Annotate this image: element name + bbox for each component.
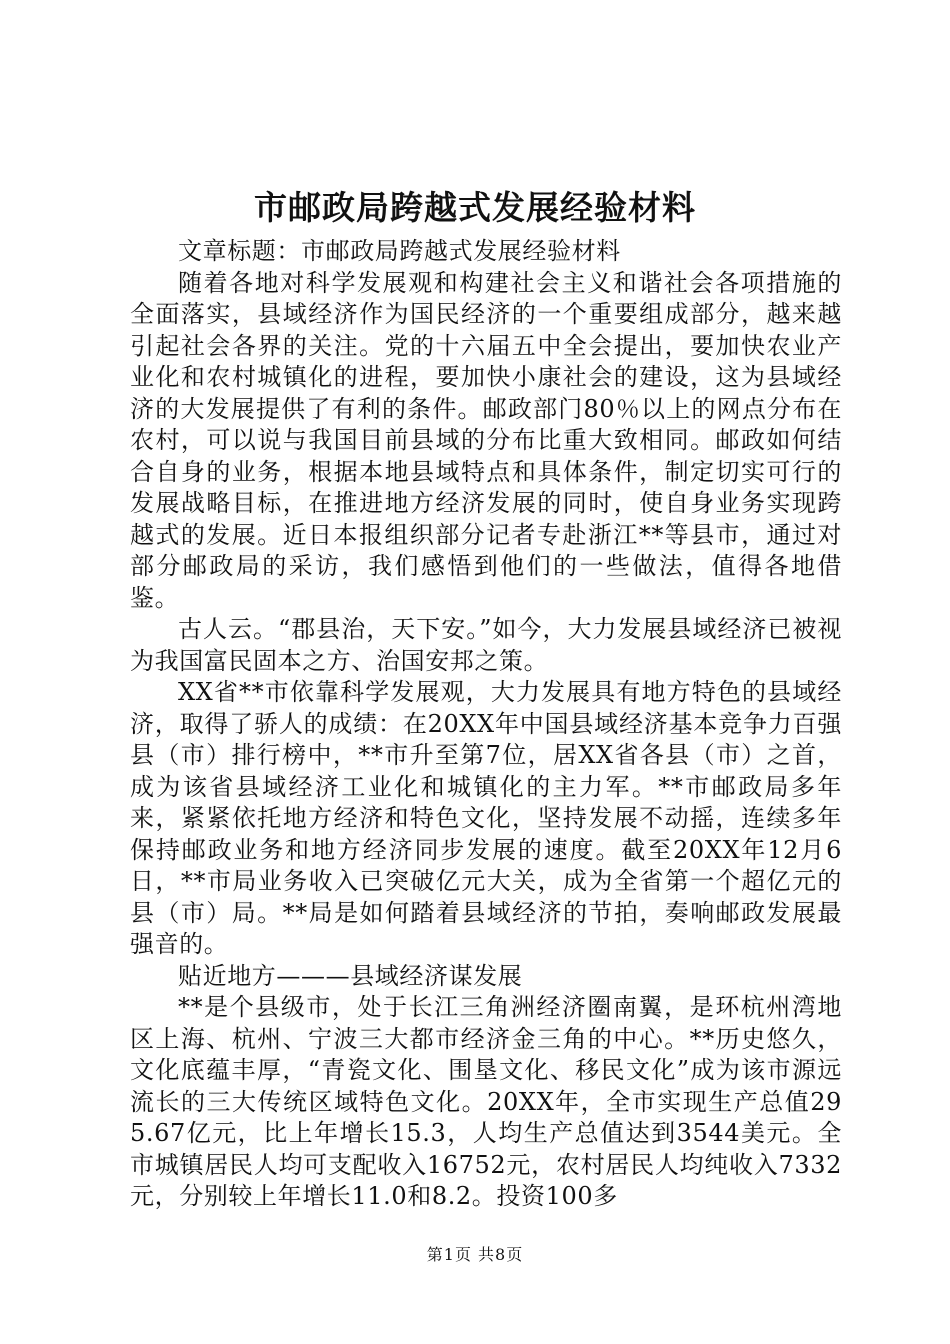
page-footer: 第1页 共8页: [426, 1245, 524, 1264]
paragraph-achievements: XX省**市依靠科学发展观，大力发展具有地方特色的县域经济，取得了骄人的成绩：在20XX年中国县域经济基本竞争力百强县（市）排行榜中，**市升至第7位，居XX省各县（市）之首，成为该省县域经济工业化和城镇化的主力军。**市邮政局多年来，紧紧依托地方经济和特色文化，坚持发展不动摇，连续多年保持邮政业务和地方经济同步发展的速度。截至20XX年12月6日，**市局业务收入已突破亿元大关，成为全省第一个超亿元的县（市）局。**局是如何踏着县域经济的节拍，奏响邮政发展最强音的。: [130, 678, 842, 958]
section-heading: 贴近地方———县域经济谋发展: [178, 961, 523, 990]
paragraph-article-title: 文章标题：市邮政局跨越式发展经验材料: [178, 237, 621, 265]
paragraph-quote: 古人云。“郡县治，天下安。”如今，大力发展县域经济已被视为我国富民固本之方、治国安邦之策。: [130, 615, 842, 675]
paragraph-intro: 随着各地对科学发展观和构建社会主义和谐社会各项措施的全面落实，县域经济作为国民经济的一个重要组成部分，越来越引起社会各界的关注。党的十六届五中全会提出，要加快农业产业化和农村城镇化的进程，要加快小康社会的建设，这为县域经济的大发展提供了有利的条件。邮政部门80％以上的网点分布在农村，可以说与我国目前县域的分布比重大致相同。邮政如何结合自身的业务，根据本地县域特点和具体条件，制定切实可行的发展战略目标，在推进地方经济发展的同时，使自身业务实现跨越式的发展。近日本报组织部分记者专赴浙江**等县市，通过对部分邮政局的采访，我们感悟到他们的一些做法，值得各地借鉴。: [130, 268, 842, 612]
document-body: [130, 236, 842, 1213]
document-title: 市邮政局跨越式发展经验材料: [254, 188, 696, 227]
paragraph-city-profile: **是个县级市，处于长江三角洲经济圈南翼，是环杭州湾地区上海、杭州、宁波三大都市经济金三角的中心。**历史悠久，文化底蕴丰厚，“青瓷文化、围垦文化、移民文化”成为该市源远流长的三大传统区域特色文化。20XX年，全市实现生产总值295.67亿元，比上年增长15.3，人均生产总值达到3544美元。全市城镇居民人均可支配收入16752元，农村居民人均纯收入7332元，分别较上年增长11.0和8.2。投资100多: [130, 993, 842, 1210]
